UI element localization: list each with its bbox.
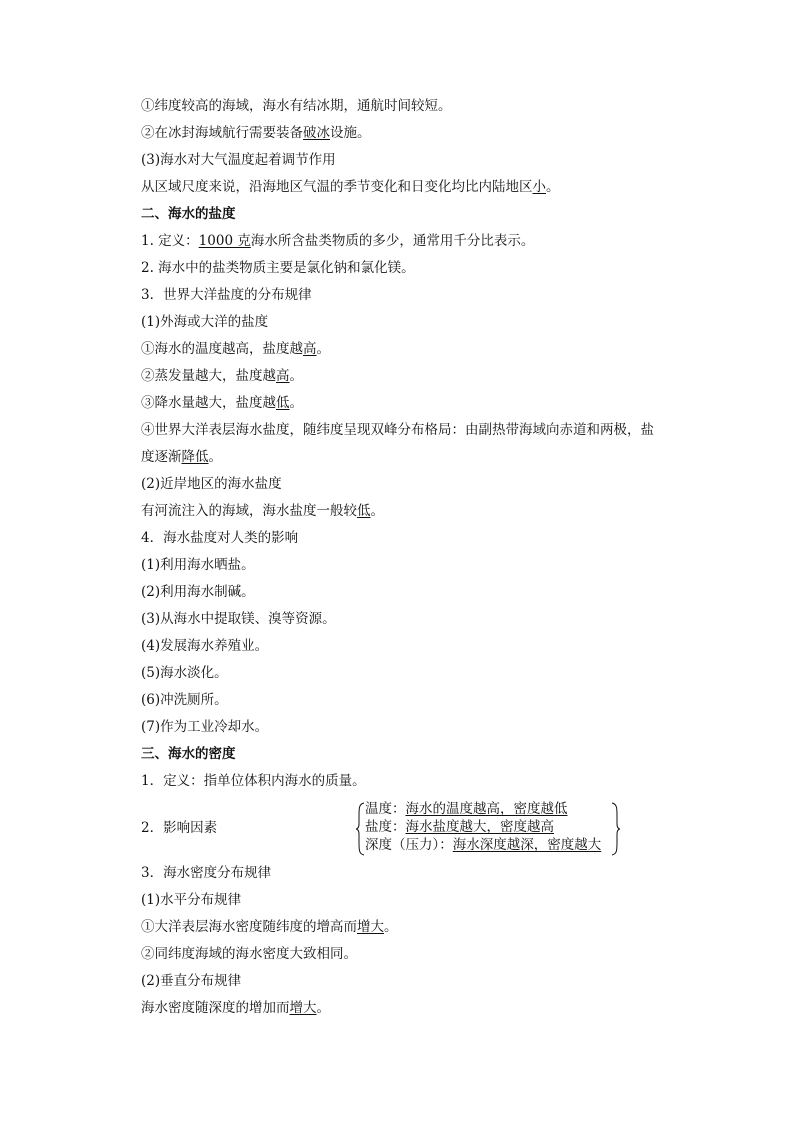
text-run: 1．定义：指单位体积内海水的质量。 xyxy=(141,773,366,789)
text-line xyxy=(141,475,282,493)
text-line xyxy=(141,891,241,909)
text-line xyxy=(141,124,371,142)
text-run: 。 xyxy=(208,449,222,465)
answer-blank: 海水的温度越高，密度越低 xyxy=(405,801,568,817)
text-line xyxy=(141,97,452,115)
text-run: 3．世界大洋盐度的分布规律 xyxy=(141,287,312,303)
answer-blank: 低 xyxy=(357,503,371,519)
text-run: ①海水的温度越高，盐度越 xyxy=(141,341,303,357)
text-line xyxy=(141,421,654,439)
text-run: ②同纬度海域的海水密度大致相同。 xyxy=(141,946,357,962)
influence-factor-item xyxy=(365,836,601,854)
text-run: (3)海水对大气温度起着调节作用 xyxy=(141,152,336,168)
answer-blank: 高 xyxy=(276,368,290,384)
text-run: ①纬度较高的海域，海水有结冰期，通航时间较短。 xyxy=(141,98,452,114)
text-run: 。 xyxy=(316,1000,330,1016)
text-run: 4．海水盐度对人类的影响 xyxy=(141,530,299,546)
text-run: (6)冲洗厕所。 xyxy=(141,692,228,708)
text-run: 。 xyxy=(384,919,398,935)
text-line xyxy=(141,367,303,385)
text-line xyxy=(141,232,534,250)
text-run: 三、海水的密度 xyxy=(141,746,236,762)
section-heading xyxy=(141,772,366,790)
text-run: ②在冰封海域航行需要装备 xyxy=(141,125,303,141)
text-line xyxy=(141,945,357,963)
text-run: (1)外海或大洋的盐度 xyxy=(141,314,269,330)
influence-factors-list xyxy=(365,800,601,854)
text-run: 。 xyxy=(289,368,303,384)
text-line xyxy=(141,394,303,412)
text-line xyxy=(141,259,415,277)
text-run: 2. 海水中的盐类物质主要是氯化钠和氯化镁。 xyxy=(141,260,415,276)
text-run: (2)利用海水制碱。 xyxy=(141,584,255,600)
text-run: (2)垂直分布规律 xyxy=(141,973,242,989)
section-heading xyxy=(141,529,298,547)
text-line xyxy=(141,999,330,1017)
text-run: 。 xyxy=(546,179,560,195)
text-line xyxy=(141,340,330,358)
text-line xyxy=(141,691,228,709)
section-heading xyxy=(141,745,236,763)
text-line xyxy=(141,718,268,736)
text-run: ③降水量越大，盐度越 xyxy=(141,395,276,411)
answer-blank: 高 xyxy=(303,341,317,357)
text-run: 二、海水的盐度 xyxy=(141,206,236,222)
text-line xyxy=(141,664,228,682)
text-line xyxy=(141,556,255,574)
text-run: (1)利用海水晒盐。 xyxy=(141,557,255,573)
text-run: (4)发展海水养殖业。 xyxy=(141,638,269,654)
text-run: 3．海水密度分布规律 xyxy=(141,865,272,881)
text-run: 度逐渐 xyxy=(141,449,182,465)
text-line xyxy=(141,151,336,169)
answer-blank: 增大 xyxy=(357,919,384,935)
text-run: 有河流注入的海域，海水盐度一般较 xyxy=(141,503,357,519)
text-run: (3)从海水中提取镁、溴等资源。 xyxy=(141,611,336,627)
text-line xyxy=(141,610,336,628)
section-heading xyxy=(141,864,271,882)
answer-blank: 1000 克 xyxy=(198,233,251,249)
answer-blank: 海水深度越深，密度越大 xyxy=(452,837,602,853)
text-line xyxy=(141,583,255,601)
text-run: 海水密度随深度的增加而 xyxy=(141,1000,290,1016)
text-run: (2)近岸地区的海水盐度 xyxy=(141,476,282,492)
section-heading xyxy=(141,286,312,304)
text-run: 海水所含盐类物质的多少，通常用千分比表示。 xyxy=(250,233,535,249)
text-line xyxy=(141,448,222,466)
answer-blank: 降低 xyxy=(181,449,209,465)
text-line xyxy=(141,502,384,520)
text-run: (7)作为工业冷却水。 xyxy=(141,719,269,735)
influence-factors-label: 2．影响因素 xyxy=(141,820,218,836)
text-run: ②蒸发量越大，盐度越 xyxy=(141,368,276,384)
left-brace-icon xyxy=(355,802,365,856)
text-line xyxy=(141,313,268,331)
text-line xyxy=(141,972,241,990)
right-brace-icon xyxy=(611,802,621,856)
influence-factors-block xyxy=(141,800,602,856)
answer-blank: 增大 xyxy=(289,1000,317,1016)
text-run: 温度： xyxy=(365,801,406,817)
text-run: 设施。 xyxy=(330,125,371,141)
text-run: ④世界大洋表层海水盐度，随纬度呈现双峰分布格局：由副热带海域向赤道和两极，盐 xyxy=(141,422,654,438)
text-run: 。 xyxy=(289,395,303,411)
text-run: 。 xyxy=(370,503,384,519)
text-run: (1)水平分布规律 xyxy=(141,892,242,908)
text-run: (5)海水淡化。 xyxy=(141,665,228,681)
text-run: 盐度： xyxy=(365,819,406,835)
text-run: 从区域尺度来说，沿海地区气温的季节变化和日变化均比内陆地区 xyxy=(141,179,533,195)
answer-blank: 小 xyxy=(532,179,546,195)
text-run: ①大洋表层海水密度随纬度的增高而 xyxy=(141,919,357,935)
text-line xyxy=(141,918,398,936)
text-line xyxy=(141,178,560,196)
answer-blank: 低 xyxy=(276,395,290,411)
answer-blank: 海水盐度越大，密度越高 xyxy=(405,819,554,835)
text-run: 。 xyxy=(316,341,330,357)
influence-factor-item xyxy=(365,818,601,836)
section-heading xyxy=(141,205,236,223)
text-run: 1. 定义： xyxy=(141,233,199,249)
influence-factor-item xyxy=(365,800,601,818)
answer-blank: 破冰 xyxy=(303,125,330,141)
text-run: 深度（压力）： xyxy=(365,837,453,853)
text-line xyxy=(141,637,268,655)
